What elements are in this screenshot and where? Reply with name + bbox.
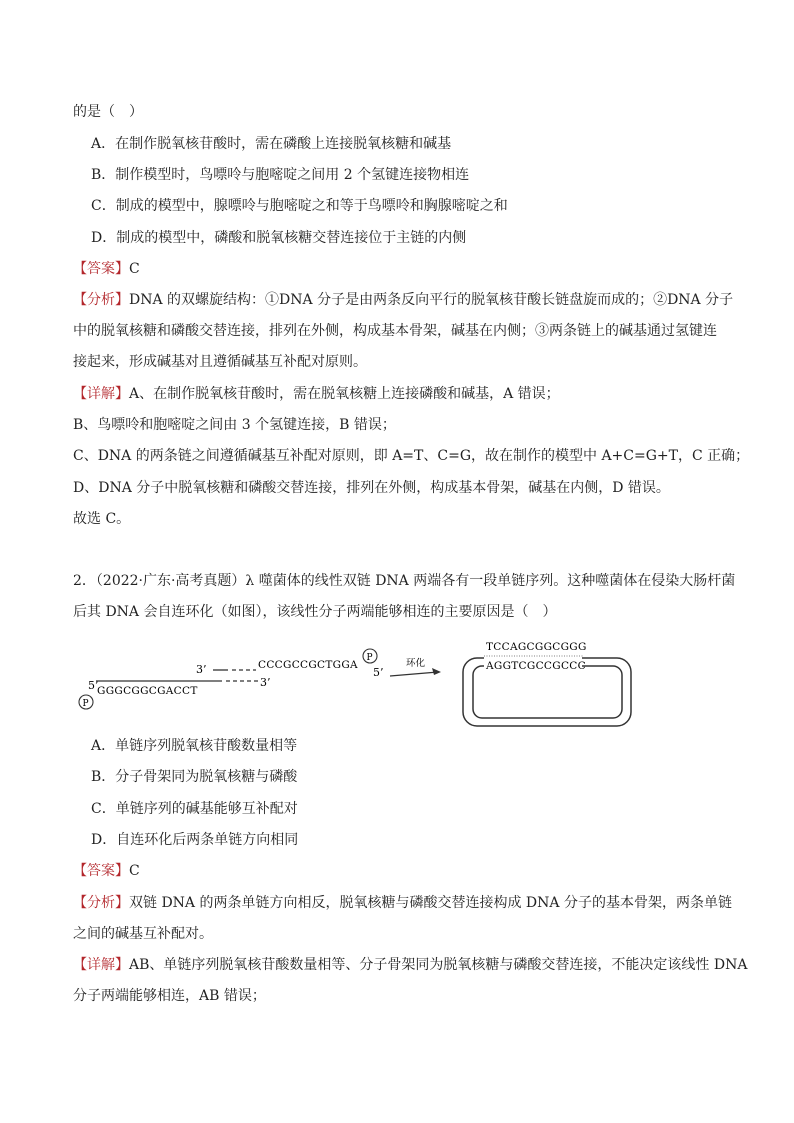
q1-analysis-line-1 [73,290,733,310]
q1-detail-line-4: D、DNA 分子中脱氧核糖和磷酸交替连接，排列在外侧，构成基本骨架，碱基在内侧，D 错误。 [73,480,670,496]
q2-analysis-text-1: 双链 DNA 的两条单链方向相反，脱氧核糖与磷酸交替连接构成 DNA 分子的基本骨架，两条单链 [129,895,732,911]
q2-stem-line-2: 后其 DNA 会自连环化（如图），该线性分子两端能够相连的主要原因是（ ） [73,604,557,620]
q2-option-a: A．单链序列脱氧核苷酸数量相等 [91,738,298,754]
q1-analysis-tag: 【分析】 [73,292,129,308]
q1-analysis-text-1: DNA 的双螺旋结构：①DNA 分子是由两条反向平行的脱氧核苷酸长链盘旋而成的；②DNA 分子 [129,292,734,308]
bottom-single-strand-sequence: GGGCGGCGACCT [97,685,198,697]
q1-analysis-line-3: 接起来，形成碱基对且遵循碱基互补配对原则。 [73,354,367,370]
q2-analysis-line-2: 之间的碱基互补配对。 [73,926,213,942]
circular-dna-inner-ring [473,666,622,718]
q1-detail-line-2: B、鸟嘌呤和胞嘧啶之间由 3 个氢键连接，B 错误； [73,417,396,433]
top-single-strand-sequence: CCCGCCGCTGGA [258,659,358,671]
circularize-arrow-shaft [390,672,438,676]
top-phosphate-label: P [366,653,373,663]
q2-detail-line-1 [73,955,747,975]
q1-option-b: B．制作模型时，鸟嘌呤与胞嘧啶之间用 2 个氢键连接物相连 [91,167,470,183]
q2-answer-tag: 【答案】 [73,863,129,879]
q2-option-d: D．自连环化后两条单链方向相同 [91,832,299,848]
q2-answer-value: C [129,863,140,879]
circularize-arrow-label: 环化 [406,658,426,669]
q1-answer-tag: 【答案】 [73,261,129,277]
q2-analysis-line-1 [73,893,732,913]
q1-detail-text-1: A、在制作脱氧核苷酸时，需在脱氧核糖上连接磷酸和碱基，A 错误； [129,386,560,402]
q1-detail-line-1 [73,384,560,404]
q2-detail-text-1: AB、单链序列脱氧核苷酸数量相等、分子骨架同为脱氧核糖与磷酸交替连接，不能决定该线性 DNA [129,957,748,973]
q2-detail-line-2: 分子两端能够相连，AB 错误； [73,988,266,1004]
q1-option-a: A．在制作脱氧核苷酸时，需在磷酸上连接脱氧核糖和碱基 [91,136,452,152]
bottom-strand-3-prime: 3’ [260,676,271,689]
dna-circularization-diagram [78,636,638,728]
q2-stem-line-1: 2．（2022·广东·高考真题）λ 噬菌体的线性双链 DNA 两端各有一段单链序列。这种噬菌体在侵染大肠杆菌 [73,573,736,589]
q1-answer-value: C [129,261,140,277]
q2-detail-tag: 【详解】 [73,957,129,973]
ring-top-sequence: TCCAGCGGCGGG [486,641,587,653]
q1-answer [73,259,140,279]
top-strand-5-prime: 5’ [373,666,384,679]
q1-detail-tag: 【详解】 [73,386,129,402]
q1-option-d: D．制成的模型中，磷酸和脱氧核糖交替连接位于主链的内侧 [91,230,467,246]
q2-option-c: C．单链序列的碱基能够互补配对 [91,801,298,817]
bottom-strand-5-prime: 5’ [88,679,99,692]
circularize-arrow-head [432,668,441,675]
q1-conclusion: 故选 C。 [73,511,131,527]
ring-bottom-sequence: AGGTCGCCGCCC [486,660,586,672]
q1-option-c: C．制成的模型中，腺嘌呤与胞嘧啶之和等于鸟嘌呤和胸腺嘧啶之和 [91,198,508,214]
q2-analysis-tag: 【分析】 [73,895,129,911]
q2-answer [73,861,140,881]
q1-detail-line-3: C、DNA 的两条链之间遵循碱基互补配对原则，即 A=T、C=G，故在制作的模型中 A+C=G+T，C 正确； [73,448,750,464]
q2-option-b: B．分子骨架同为脱氧核糖与磷酸 [91,769,298,785]
bottom-phosphate-label: P [82,699,89,709]
q1-stem-tail: 的是（ ） [73,104,143,120]
top-strand-3-prime: 3’ [196,663,207,676]
q1-analysis-line-2: 中的脱氧核糖和磷酸交替连接，排列在外侧，构成基本骨架，碱基在内侧；③两条链上的碱基通过氢键连 [73,323,717,339]
